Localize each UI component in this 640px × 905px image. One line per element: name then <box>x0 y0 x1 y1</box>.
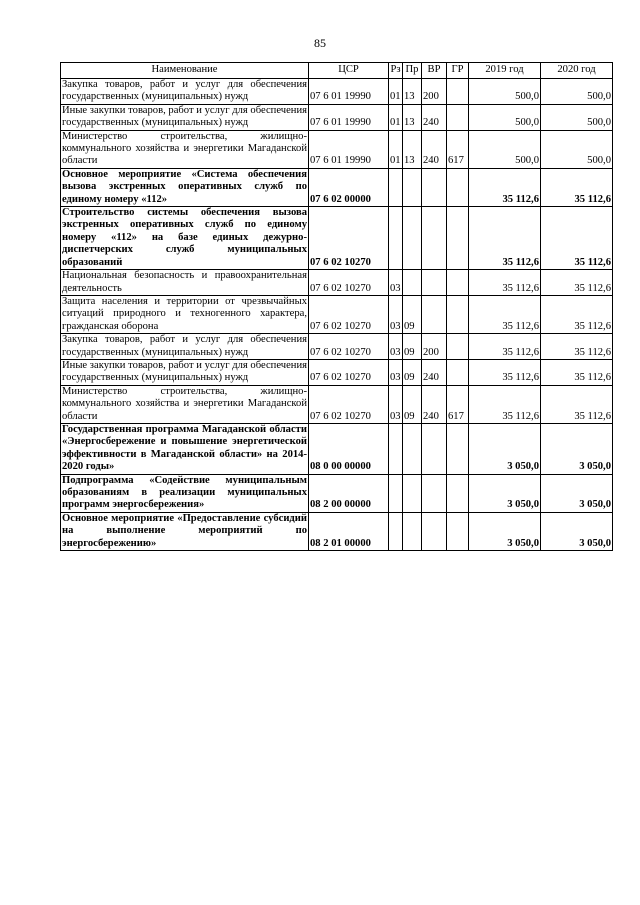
row-rz-cell: 03 <box>389 385 403 423</box>
row-pr-cell <box>403 474 422 512</box>
row-csr-cell: 07 6 02 10270 <box>309 295 389 333</box>
row-pr-cell <box>403 168 422 206</box>
row-name-cell <box>61 270 309 296</box>
row-rz-cell <box>389 423 403 474</box>
row-2020-cell: 35 112,6 <box>541 168 613 206</box>
row-rz-cell: 03 <box>389 359 403 385</box>
table-row <box>61 295 613 333</box>
row-rz-cell <box>389 512 403 550</box>
row-name-cell <box>61 130 309 168</box>
row-vr-cell <box>422 295 447 333</box>
row-2020-cell: 35 112,6 <box>541 359 613 385</box>
row-pr-cell: 09 <box>403 295 422 333</box>
row-2019-cell: 35 112,6 <box>469 385 541 423</box>
row-2019-cell: 35 112,6 <box>469 334 541 360</box>
row-vr-cell <box>422 168 447 206</box>
row-2020-cell: 35 112,6 <box>541 270 613 296</box>
row-pr-cell: 13 <box>403 130 422 168</box>
row-2020-cell: 35 112,6 <box>541 207 613 270</box>
row-gr-cell <box>447 79 469 105</box>
row-pr-cell: 09 <box>403 334 422 360</box>
row-gr-cell <box>447 270 469 296</box>
table-row <box>61 270 613 296</box>
row-gr-cell <box>447 334 469 360</box>
row-name: Закупка товаров, работ и услуг для обеспечения государственных (муниципальных) нужд <box>62 334 307 358</box>
row-gr-cell <box>447 512 469 550</box>
table-row <box>61 474 613 512</box>
row-gr-cell: 617 <box>447 130 469 168</box>
row-2019-cell: 35 112,6 <box>469 295 541 333</box>
row-pr-cell: 09 <box>403 359 422 385</box>
row-name: Государственная программа Магаданской области «Энергосбережение и повышение энергетической эффективности в Магаданской области» на 2014-2020 годы» <box>62 423 307 473</box>
row-name: Защита населения и территории от чрезвычайных ситуаций природного и техногенного характера, гражданская оборона <box>62 295 307 332</box>
row-csr-cell: 08 2 01 00000 <box>309 512 389 550</box>
row-vr-cell <box>422 207 447 270</box>
row-2019-cell: 3 050,0 <box>469 423 541 474</box>
row-name: Подпрограмма «Содействие муниципальным образованиям в реализации муниципальных программ энергосбережения» <box>62 474 307 511</box>
row-name-cell <box>61 334 309 360</box>
row-pr-cell: 09 <box>403 385 422 423</box>
table-row <box>61 359 613 385</box>
row-name-cell <box>61 207 309 270</box>
row-vr-cell <box>422 270 447 296</box>
row-vr-cell <box>422 474 447 512</box>
row-2019-cell: 35 112,6 <box>469 207 541 270</box>
row-csr-cell: 07 6 01 19990 <box>309 130 389 168</box>
row-csr-cell: 07 6 01 19990 <box>309 104 389 130</box>
row-pr-cell <box>403 512 422 550</box>
row-rz-cell <box>389 474 403 512</box>
table-header-row <box>61 63 613 79</box>
row-gr-cell <box>447 423 469 474</box>
row-2020-cell: 500,0 <box>541 104 613 130</box>
row-vr-cell: 200 <box>422 79 447 105</box>
row-gr-cell <box>447 168 469 206</box>
row-rz-cell: 03 <box>389 334 403 360</box>
row-name-cell <box>61 104 309 130</box>
row-2020-cell: 3 050,0 <box>541 512 613 550</box>
header-2020: 2020 год <box>541 63 613 79</box>
table-row <box>61 168 613 206</box>
row-name-cell <box>61 423 309 474</box>
row-name-cell <box>61 359 309 385</box>
row-gr-cell <box>447 359 469 385</box>
row-rz-cell: 01 <box>389 130 403 168</box>
header-pr: Пр <box>403 63 422 79</box>
row-csr-cell: 07 6 02 10270 <box>309 359 389 385</box>
row-gr-cell <box>447 295 469 333</box>
header-rz: Рз <box>389 63 403 79</box>
table-row <box>61 79 613 105</box>
row-csr-cell: 07 6 02 10270 <box>309 334 389 360</box>
row-2019-cell: 35 112,6 <box>469 270 541 296</box>
table-row <box>61 130 613 168</box>
row-vr-cell: 200 <box>422 334 447 360</box>
row-csr-cell: 08 2 00 00000 <box>309 474 389 512</box>
row-rz-cell: 01 <box>389 104 403 130</box>
row-vr-cell: 240 <box>422 130 447 168</box>
row-pr-cell <box>403 423 422 474</box>
row-2020-cell: 3 050,0 <box>541 423 613 474</box>
row-2019-cell: 3 050,0 <box>469 474 541 512</box>
row-name-cell <box>61 385 309 423</box>
row-2020-cell: 500,0 <box>541 130 613 168</box>
row-rz-cell <box>389 168 403 206</box>
row-gr-cell <box>447 474 469 512</box>
row-rz-cell: 03 <box>389 295 403 333</box>
row-gr-cell <box>447 207 469 270</box>
row-vr-cell: 240 <box>422 104 447 130</box>
row-name-cell <box>61 295 309 333</box>
row-2019-cell: 500,0 <box>469 130 541 168</box>
row-vr-cell: 240 <box>422 359 447 385</box>
row-name-cell <box>61 474 309 512</box>
row-name: Иные закупки товаров, работ и услуг для обеспечения государственных (муниципальных) нужд <box>62 359 307 384</box>
row-rz-cell: 03 <box>389 270 403 296</box>
table-row <box>61 207 613 270</box>
header-vr: ВР <box>422 63 447 79</box>
table-row <box>61 512 613 550</box>
row-name-cell <box>61 168 309 206</box>
row-name-cell <box>61 512 309 550</box>
row-gr-cell: 617 <box>447 385 469 423</box>
row-2019-cell: 35 112,6 <box>469 168 541 206</box>
page-number: 85 <box>314 36 326 50</box>
row-name: Национальная безопасность и правоохранительная деятельность <box>62 270 307 294</box>
table-row <box>61 334 613 360</box>
header-2019: 2019 год <box>469 63 541 79</box>
row-vr-cell <box>422 512 447 550</box>
row-pr-cell: 13 <box>403 104 422 130</box>
row-pr-cell <box>403 270 422 296</box>
row-csr-cell: 07 6 02 10270 <box>309 270 389 296</box>
row-name: Закупка товаров, работ и услуг для обеспечения государственных (муниципальных) нужд <box>62 79 307 103</box>
row-name: Министерство строительства, жилищно-коммунального хозяйства и энергетики Магаданской области <box>62 385 307 422</box>
header-name: Наименование <box>61 63 309 79</box>
table-body <box>61 79 613 551</box>
row-2020-cell: 35 112,6 <box>541 385 613 423</box>
table-row <box>61 104 613 130</box>
row-2020-cell: 3 050,0 <box>541 474 613 512</box>
row-pr-cell: 13 <box>403 79 422 105</box>
header-csr: ЦСР <box>309 63 389 79</box>
row-csr-cell: 08 0 00 00000 <box>309 423 389 474</box>
row-name-cell <box>61 79 309 105</box>
header-gr: ГР <box>447 63 469 79</box>
row-name: Основное мероприятие «Предоставление субсидий на выполнение мероприятий по энергосбережению» <box>62 512 307 549</box>
row-pr-cell <box>403 207 422 270</box>
row-gr-cell <box>447 104 469 130</box>
row-2020-cell: 500,0 <box>541 79 613 105</box>
row-name: Иные закупки товаров, работ и услуг для обеспечения государственных (муниципальных) нужд <box>62 104 307 129</box>
row-2019-cell: 500,0 <box>469 104 541 130</box>
table-row <box>61 385 613 423</box>
row-rz-cell: 01 <box>389 79 403 105</box>
budget-table <box>60 62 613 551</box>
row-csr-cell: 07 6 02 00000 <box>309 168 389 206</box>
row-csr-cell: 07 6 01 19990 <box>309 79 389 105</box>
row-2020-cell: 35 112,6 <box>541 295 613 333</box>
row-2019-cell: 35 112,6 <box>469 359 541 385</box>
row-csr-cell: 07 6 02 10270 <box>309 385 389 423</box>
row-name: Министерство строительства, жилищно-коммунального хозяйства и энергетики Магаданской области <box>62 130 307 167</box>
row-rz-cell <box>389 207 403 270</box>
row-vr-cell <box>422 423 447 474</box>
row-name: Основное мероприятие «Система обеспечения вызова экстренных оперативных служб по единому номеру «112» <box>62 168 307 205</box>
table-row <box>61 423 613 474</box>
row-2019-cell: 3 050,0 <box>469 512 541 550</box>
row-2020-cell: 35 112,6 <box>541 334 613 360</box>
row-vr-cell: 240 <box>422 385 447 423</box>
row-name: Строительство системы обеспечения вызова экстренных оперативных служб по единому номеру «112» на базе единых дежурно-диспетчерских служб муниципальных образований <box>62 207 307 268</box>
row-csr-cell: 07 6 02 10270 <box>309 207 389 270</box>
row-2019-cell: 500,0 <box>469 79 541 105</box>
